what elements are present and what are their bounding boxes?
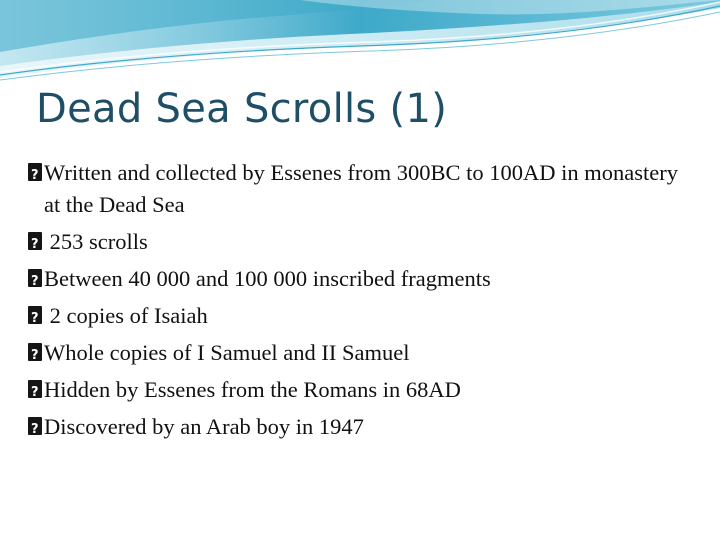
list-item	[28, 263, 698, 295]
bullet-text: 253 scrolls	[44, 229, 148, 254]
list-item	[28, 374, 698, 406]
missing-glyph-box-icon	[28, 232, 42, 250]
missing-glyph-box-icon	[28, 380, 42, 398]
missing-glyph-box-icon	[28, 417, 42, 435]
bullet-text: Whole copies of I Samuel and II Samuel	[44, 340, 410, 365]
missing-glyph-box-icon	[28, 269, 42, 287]
list-item	[28, 300, 698, 332]
bullet-text: 2 copies of Isaiah	[44, 303, 208, 328]
list-item	[28, 337, 698, 369]
list-item	[28, 411, 698, 443]
list-item	[28, 157, 698, 221]
list-item	[28, 226, 698, 258]
bullet-text: Written and collected by Essenes from 300BC to 100AD in monastery at the Dead Sea	[44, 160, 678, 217]
missing-glyph-box-icon	[28, 163, 42, 181]
bullet-text: Between 40 000 and 100 000 inscribed fragments	[44, 266, 491, 291]
bullet-text: Hidden by Essenes from the Romans in 68AD	[44, 377, 461, 402]
missing-glyph-box-icon	[28, 343, 42, 361]
bullet-text: Discovered by an Arab boy in 1947	[44, 414, 364, 439]
header-wave-decoration	[0, 0, 720, 90]
missing-glyph-box-icon	[28, 306, 42, 324]
bullet-list	[28, 157, 698, 448]
slide-title: Dead Sea Scrolls (1)	[36, 86, 448, 132]
